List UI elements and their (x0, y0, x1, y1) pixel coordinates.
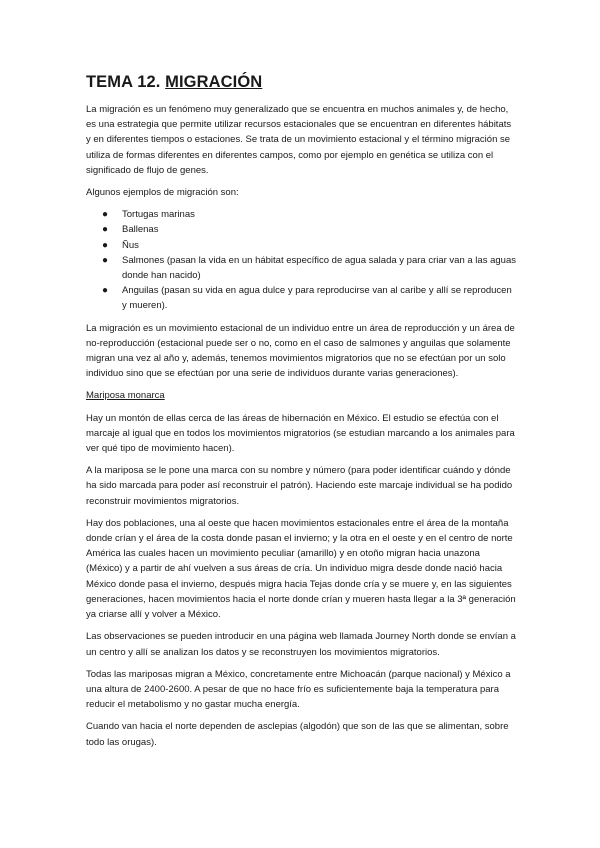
bullet-icon: ● (101, 209, 109, 221)
examples-list (86, 207, 516, 313)
list-item (86, 207, 516, 222)
list-item (86, 222, 516, 237)
section-heading: Mariposa monarca (86, 390, 165, 402)
body-paragraph: Todas las mariposas migran a México, concretamente entre Michoacán (parque nacional) y México a una altura de 2400-2600. A pesar de que no hace frío es suficientemente baja la temperatura para reducir el metabolismo y no gastar mucha energía. (86, 668, 511, 711)
examples-intro: Algunos ejemplos de migración son: (86, 187, 239, 199)
title-prefix: TEMA 12. (86, 73, 166, 91)
document-body (86, 72, 516, 757)
body-paragraph: A la mariposa se le pone una marca con su nombre y número (para poder identificar cuándo y dónde ha sido marcada para poder así reconstruir el patrón). Haciendo este marcaje individual se ha podido reconstruir movimientos migratorios. (86, 465, 513, 507)
list-item-text: Ñus (122, 239, 139, 251)
list-item-text: Tortugas marinas (122, 209, 195, 221)
intro-paragraph: La migración es un fenómeno muy generalizado que se encuentra en muchos animales y, de hecho, es una estrategia que permite utilizar recursos estacionales que se encuentran en diferentes hábitats y en diferentes tiempos o estaciones. Se trata de un movimiento estacional y el término migración se utiliza de formas diferentes en diferentes campos, como por ejemplo en genética se utiliza con el significado de flujo de genes. (86, 104, 512, 176)
bullet-icon: ● (101, 285, 109, 297)
list-item (86, 283, 516, 313)
list-item-text: Anguilas (pasan su vida en agua dulce y para reproducirse van al caribe y allí se reproducen y mueren). (122, 285, 512, 312)
title-main: MIGRACIÓN (165, 73, 263, 91)
body-paragraph: Hay un montón de ellas cerca de las áreas de hibernación en México. El estudio se efectúa con el marcaje al igual que en todos los movimientos migratorios (se estudian marcando a los animales para ver qué tipo de movimiento hacen). (86, 412, 515, 455)
bullet-icon: ● (101, 254, 109, 266)
list-item (86, 238, 516, 253)
body-paragraph: Hay dos poblaciones, una al oeste que hacen movimientos estacionales entre el área de la montaña donde crían y el área de la costa donde pasan el invierno; y la otra en el oeste y en el centro de norte América las cuales hacen un movimiento peculiar (amarillo) y en otoño migran hacia unazona (México) y a partir de ahí vuelven a sus áreas de cría. Un individuo migra desde donde nació hacia México donde pasa el invierno, después migra hacia Tejas donde cría y se muere y, en las siguientes generaciones, hacen movimientos hacia el norte donde crían y mueren hasta llegar a la 3ª generación ya criarse allí y volver a México. (86, 517, 516, 621)
bullet-icon: ● (101, 239, 109, 251)
page-title (86, 72, 516, 92)
list-item-text: Salmones (pasan la vida en un hábitat específico de agua salada y para criar van a las aguas donde han nacido) (122, 254, 516, 282)
bullet-icon: ● (101, 224, 109, 236)
body-paragraph: Cuando van hacia el norte dependen de asclepias (algodón) que son de las que se alimentan, sobre todo las orugas). (86, 721, 509, 748)
list-item-text: Ballenas (122, 224, 159, 236)
body-paragraph: Las observaciones se pueden introducir en una página web llamada Journey North donde se envían a un centro y allí se analizan los datos y se reconstruyen los movimientos migratorios. (86, 631, 516, 658)
definition-paragraph: La migración es un movimiento estacional de un individuo entre un área de reproducción y un área de no-reproducción (estacional puede ser o no, como en el caso de salmones y anguilas que solamente migran una vez al año y, además, tenemos movimientos migratorios que no se efectúan por un solo individuo sino que se efectúan por una serie de individuos durante varias generaciones). (86, 322, 515, 380)
list-item (86, 253, 516, 283)
